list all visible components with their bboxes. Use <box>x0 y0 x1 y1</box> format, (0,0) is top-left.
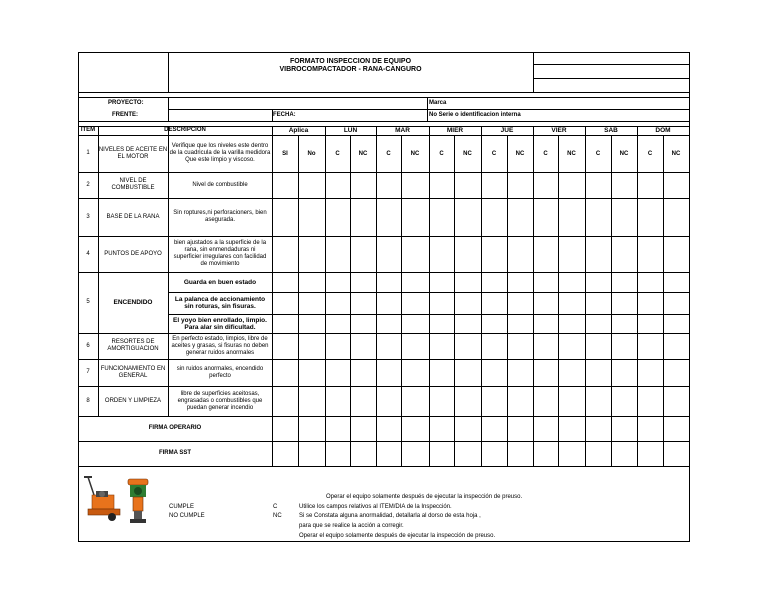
mark-jue-nc[interactable]: NC <box>515 151 525 157</box>
row-5-desc-2: La palanca de accionamiento sin roturas, sin fisuras. <box>174 296 266 310</box>
row-8-num: 8 <box>86 397 90 404</box>
row-7-num: 7 <box>86 369 90 375</box>
day-header-sab: SAB <box>604 127 618 134</box>
mark-vier-c[interactable]: C <box>543 151 548 157</box>
day-header-mier: MIER <box>446 127 464 134</box>
row-2-name: NIVEL DE COMBUSTIBLE <box>111 178 155 191</box>
fecha-label: FECHA: <box>273 112 296 118</box>
legend-no-cumple: NO CUMPLE <box>169 513 205 519</box>
row-3-desc: Sin roptures,ni perforacioners, bien asegurada. <box>173 210 267 223</box>
legend-cumple-code: C <box>273 504 278 510</box>
mark-vier-nc[interactable]: NC <box>567 151 576 157</box>
day-header-aplica: Aplica <box>288 127 309 134</box>
day-header-dom: DOM <box>655 127 671 134</box>
mark-no[interactable]: No <box>307 151 316 157</box>
marca-label: Marca <box>429 100 447 106</box>
proyecto-label: PROYECTO: <box>108 100 144 106</box>
mark-mier-c[interactable]: C <box>439 151 444 157</box>
row-2-num: 2 <box>86 181 90 188</box>
mark-sab-nc[interactable]: NC <box>619 151 629 157</box>
note-2: Si se Constata alguna anormalidad, detallarla al dorso de esta hoja , <box>299 513 481 519</box>
row-4-num: 4 <box>86 250 90 257</box>
mark-dom-nc[interactable]: NC <box>671 151 681 157</box>
mark-si[interactable]: SI <box>282 151 288 157</box>
note-3: para que se realice la acción a corregir. <box>299 523 404 529</box>
row-8-name: ORDEN Y LIMPIEZA <box>104 397 162 404</box>
day-header-lun: LUN <box>343 127 358 134</box>
row-4-name: PUNTOS DE APOYO <box>104 250 162 257</box>
description-header: DESCRIPCION <box>164 127 206 133</box>
note-4: Operar el equipo solamente después de ejecutar la inspección de preuso. <box>299 533 496 539</box>
mark-lun-nc[interactable]: NC <box>358 151 368 157</box>
frente-label: FRENTE: <box>112 112 138 118</box>
day-header-vier: VIER <box>551 127 567 134</box>
item-header: ITEM <box>80 127 96 133</box>
row-5-num: 5 <box>86 299 90 305</box>
legend-no-cumple-code: NC <box>273 513 282 519</box>
row-2-desc: Nivel de combustible <box>192 181 248 188</box>
mark-mar-nc[interactable]: NC <box>410 151 420 157</box>
row-7-desc: sin ruidos anormales, encendido perfecto <box>176 365 264 379</box>
plate-compactor-icon <box>84 477 120 521</box>
row-8-desc: libre de superficies aceitosas, engrasadas o combustibles que puedan generar incendio <box>177 390 263 411</box>
firma-operario-label: FIRMA OPERARIO <box>148 425 202 431</box>
mark-mier-nc[interactable]: NC <box>463 151 472 157</box>
note-top: Operar el equipo solamente después de ejecutar la inspección de preuso. <box>326 494 523 500</box>
row-1-num: 1 <box>86 150 90 156</box>
form-subtitle: VIBROCOMPACTADOR - RANA-CANGURO <box>279 65 422 73</box>
firma-sst-label: FIRMA SST <box>158 450 192 456</box>
row-3-num: 3 <box>86 213 90 220</box>
day-header-mar: MAR <box>395 127 410 134</box>
row-6-desc: En perfecto estado, limpios, libre de aceites y grasas, si fisuras no deben generar ruidos anormales <box>171 335 269 356</box>
row-7-name: FUNCIONAMIENTO EN GENERAL <box>100 365 166 379</box>
row-6-name: RESORTES DE AMORTIGUACION <box>107 339 159 352</box>
row-5-desc-3: El yoyo bien enrollado, limpio. Para alar sin dificultad. <box>173 316 267 331</box>
row-4-desc: bien ajustados a la superficie de la rana, sin enmendaduras ni superficier irregulares con facilidad de movimiento <box>173 240 267 267</box>
row-6-num: 6 <box>86 342 90 349</box>
row-1-name: NIVELES DE ACEITE EN EL MOTOR <box>98 146 168 160</box>
legend-cumple: CUMPLE <box>169 504 195 510</box>
mark-sab-c[interactable]: C <box>595 151 601 157</box>
row-5-name: ENCENDIDO <box>113 299 153 306</box>
mark-dom-c[interactable]: C <box>647 151 653 157</box>
vibrocompactador-illustration <box>82 473 162 529</box>
row-1-desc: Verifique que los niveles este dentro de la cuadricula de la varilla medidora Que este limpio y viscoso. <box>169 143 271 163</box>
form-title: FORMATO INSPECCION DE EQUIPO <box>289 57 412 65</box>
row-5-desc-1: Guarda en buen estado <box>183 278 257 286</box>
day-header-jue: JUE <box>500 127 514 134</box>
note-1: Utilice los campos relativos al ITEM/DIA de la Inspección. <box>299 504 452 510</box>
serie-label: No Serie o identificacion interna <box>429 112 521 118</box>
mark-lun-c[interactable]: C <box>335 151 340 157</box>
row-3-name: BASE DE LA RANA <box>106 213 160 220</box>
mark-jue-c[interactable]: C <box>491 151 497 157</box>
rammer-icon <box>128 479 148 523</box>
mark-mar-c[interactable]: C <box>386 151 391 157</box>
